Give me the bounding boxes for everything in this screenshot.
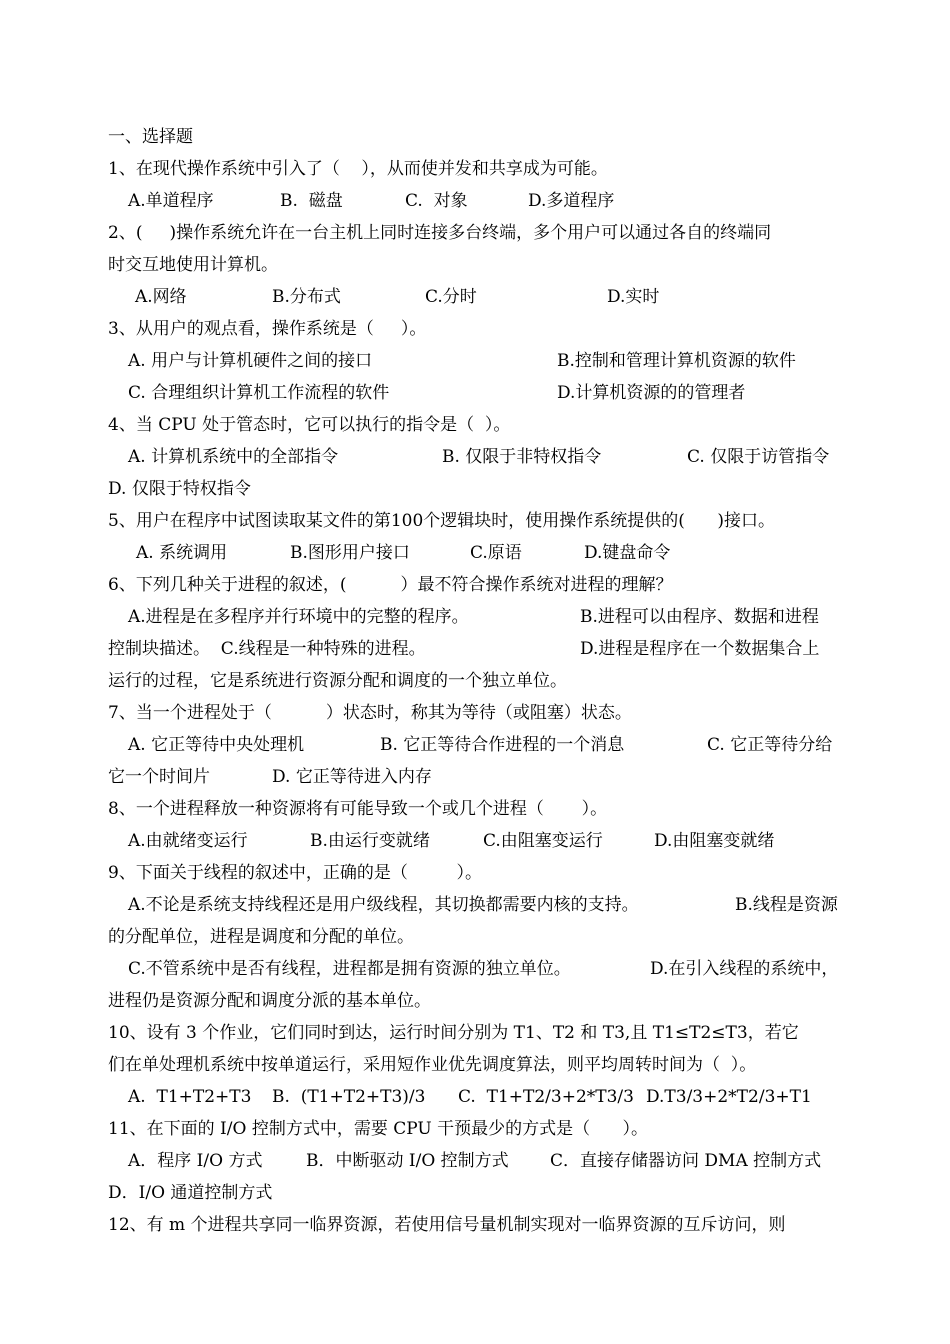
question-5-option-d: D.键盘命令	[584, 543, 671, 563]
question-9-line-4: C.不管系统中是否有线程，进程都是拥有资源的独立单位。	[128, 959, 571, 979]
question-10-stem: 10、设有 3 个作业，它们同时到达，运行时间分别为 T1、T2 和 T3,且 T1≤T2≤T3，若它	[108, 1023, 799, 1043]
question-5-option-b: B.图形用户接口	[290, 543, 410, 563]
question-7-line-5: D. 它正等待进入内存	[272, 767, 432, 787]
question-10-option-c: C. T1+T2/3+2*T3/3	[458, 1087, 634, 1107]
question-5-stem: 5、用户在程序中试图读取某文件的第100个逻辑块时，使用操作系统提供的( )接口。	[108, 511, 775, 531]
question-12-stem: 12、有 m 个进程共享同一临界资源，若使用信号量机制实现对一临界资源的互斥访问，则	[108, 1215, 786, 1235]
question-10-option-a: A. T1+T2+T3	[128, 1087, 252, 1107]
question-1-option-d: D.多道程序	[528, 191, 615, 211]
question-8-option-a: A.由就绪变运行	[128, 831, 248, 851]
question-4-stem: 4、当 CPU 处于管态时，它可以执行的指令是（ ）。	[108, 415, 511, 435]
question-8-option-b: B.由运行变就绪	[310, 831, 430, 851]
question-11-option-d: D．I/O 通道控制方式	[108, 1183, 273, 1203]
question-7-line-4: 它一个时间片	[108, 767, 210, 787]
question-7-stem: 7、当一个进程处于（ ）状态时，称其为等待（或阻塞）状态。	[108, 703, 632, 723]
question-6-line-5: 运行的过程，它是系统进行资源分配和调度的一个独立单位。	[108, 671, 567, 691]
question-6-line-1: A.进程是在多程序并行环境中的完整的程序。	[128, 607, 469, 627]
question-2-option-d: D.实时	[607, 287, 660, 307]
question-1-stem: 1、在现代操作系统中引入了（ ），从而使并发和共享成为可能。	[108, 159, 608, 179]
question-10-stem-cont: 们在单处理机系统中按单道运行，采用短作业优先调度算法，则平均周转时间为（ ）。	[108, 1055, 757, 1075]
question-3-option-d: D.计算机资源的的管理者	[557, 383, 746, 403]
question-9-line-1: A.不论是系统支持线程还是用户级线程，其切换都需要内核的支持。	[128, 895, 639, 915]
question-8-option-d: D.由阻塞变就绪	[654, 831, 775, 851]
question-9-line-2: B.线程是资源	[735, 895, 838, 915]
question-2-stem-cont: 时交互地使用计算机。	[108, 255, 278, 275]
question-7-line-1: A. 它正等待中央处理机	[128, 735, 305, 755]
question-2-option-b: B.分布式	[272, 287, 341, 307]
question-3-option-a: A. 用户与计算机硬件之间的接口	[128, 351, 373, 371]
question-11-stem: 11、在下面的 I/O 控制方式中，需要 CPU 干预最少的方式是（ ）。	[108, 1119, 649, 1139]
question-4-option-b: B. 仅限于非特权指令	[442, 447, 602, 467]
question-2-stem: 2、( )操作系统允许在一台主机上同时连接多台终端，多个用户可以通过各自的终端同	[108, 223, 772, 243]
question-10-option-b: B. (T1+T2+T3)/3	[272, 1087, 426, 1107]
question-2-option-a: A.网络	[135, 287, 187, 307]
question-9-line-6: 进程仍是资源分配和调度分派的基本单位。	[108, 991, 431, 1011]
question-11-option-a: A．程序 I/O 方式	[128, 1151, 263, 1171]
question-6-stem: 6、下列几种关于进程的叙述，( ）最不符合操作系统对进程的理解？	[108, 575, 673, 595]
question-10-option-d: D.T3/3+2*T2/3+T1	[646, 1087, 812, 1107]
question-1-option-c: C. 对象	[405, 191, 468, 211]
question-5-option-a: A. 系统调用	[136, 543, 228, 563]
question-7-line-2: B. 它正等待合作进程的一个消息	[380, 735, 625, 755]
question-7-line-3: C. 它正等待分给	[707, 735, 833, 755]
question-9-stem: 9、下面关于线程的叙述中，正确的是（ ）。	[108, 863, 482, 883]
question-9-line-3: 的分配单位，进程是调度和分配的单位。	[108, 927, 414, 947]
question-2-option-c: C.分时	[425, 287, 477, 307]
question-1-option-b: B. 磁盘	[280, 191, 343, 211]
question-8-stem: 8、一个进程释放一种资源将有可能导致一个或几个进程（ ）。	[108, 799, 608, 819]
question-11-option-b: B．中断驱动 I/O 控制方式	[306, 1151, 509, 1171]
question-4-option-c: C. 仅限于访管指令	[687, 447, 830, 467]
question-3-stem: 3、从用户的观点看，操作系统是（ ）。	[108, 319, 427, 339]
question-5-option-c: C.原语	[470, 543, 522, 563]
question-4-option-d: D. 仅限于特权指令	[108, 479, 251, 499]
question-1-option-a: A.单道程序	[128, 191, 214, 211]
section-title: 一、选择题	[108, 127, 193, 147]
question-8-option-c: C.由阻塞变运行	[483, 831, 603, 851]
question-9-line-5: D.在引入线程的系统中，	[650, 959, 839, 979]
question-4-option-a: A. 计算机系统中的全部指令	[128, 447, 339, 467]
question-6-line-3: 控制块描述。 C.线程是一种特殊的进程。	[108, 639, 426, 659]
question-6-line-4: D.进程是程序在一个数据集合上	[580, 639, 820, 659]
question-11-option-c: C．直接存储器访问 DMA 控制方式	[550, 1151, 822, 1171]
question-6-line-2: B.进程可以由程序、数据和进程	[580, 607, 819, 627]
question-3-option-c: C. 合理组织计算机工作流程的软件	[128, 383, 390, 403]
question-3-option-b: B.控制和管理计算机资源的软件	[557, 351, 796, 371]
